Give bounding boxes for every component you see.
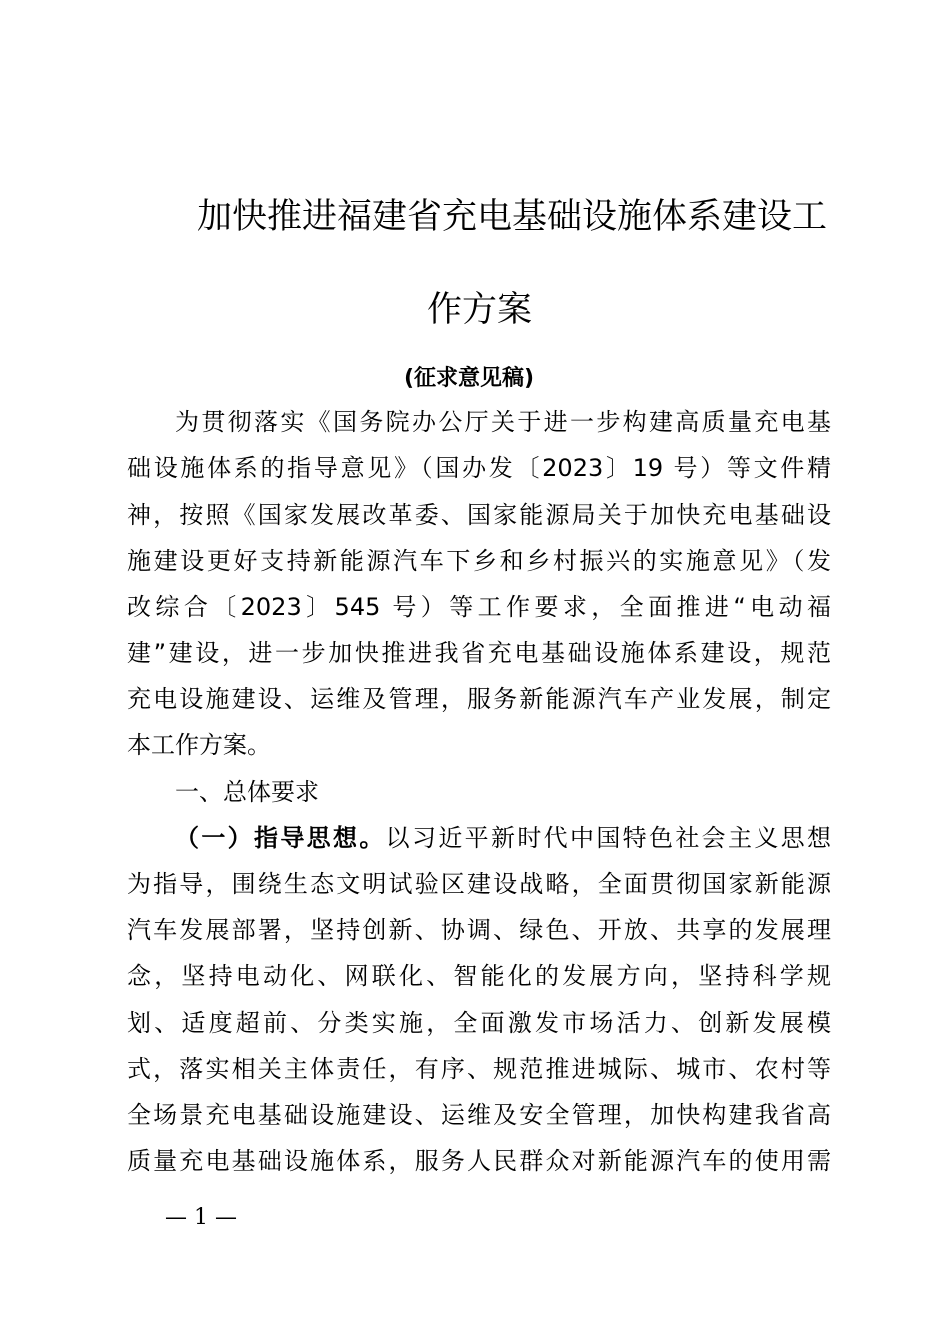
- guiding-first-line-text: 以习近平新时代中国特色社会主义思想: [385, 824, 831, 852]
- paragraph-line: 为贯彻落实《国务院办公厅关于进一步构建高质量充电基: [175, 408, 831, 436]
- paragraph-line: 改综合〔2023〕545 号）等工作要求，全面推进“电动福: [127, 593, 831, 621]
- paragraph-line: 划、适度超前、分类实施，全面激发市场活力、创新发展模: [127, 1009, 831, 1037]
- paragraph-line: 充电设施建设、运维及管理，服务新能源汽车产业发展，制定: [127, 685, 831, 713]
- section-heading: 一、总体要求: [175, 778, 319, 806]
- paragraph-line: 神，按照《国家发展改革委、国家能源局关于加快充电基础设: [127, 501, 831, 529]
- paragraph-line: 本工作方案。: [127, 731, 271, 759]
- document-title-line-1: 加快推进福建省充电基础设施体系建设工: [197, 197, 828, 237]
- paragraph-line: 质量充电基础设施体系，服务人民群众对新能源汽车的使用需: [127, 1147, 831, 1175]
- paragraph-line: 汽车发展部署，坚持创新、协调、绿色、开放、共享的发展理: [127, 916, 831, 944]
- document-subtitle: (征求意见稿): [404, 366, 535, 391]
- document-title-line-2: 作方案: [427, 290, 533, 330]
- page-number: — 1 —: [165, 1205, 237, 1230]
- paragraph-line: 念，坚持电动化、网联化、智能化的发展方向，坚持科学规: [127, 962, 831, 990]
- paragraph-line: 为指导，围绕生态文明试验区建设战略，全面贯彻国家新能源: [127, 870, 831, 898]
- paragraph-line: 施建设更好支持新能源汽车下乡和乡村振兴的实施意见》（发: [127, 547, 831, 575]
- paragraph-line: [175, 823, 831, 853]
- guiding-label: （一）指导思想。: [175, 824, 386, 852]
- paragraph-line: 建”建设，进一步加快推进我省充电基础设施体系建设，规范: [127, 639, 831, 667]
- paragraph-line: 全场景充电基础设施建设、运维及安全管理，加快构建我省高: [127, 1101, 831, 1129]
- paragraph-line: 式，落实相关主体责任，有序、规范推进城际、城市、农村等: [127, 1055, 831, 1083]
- paragraph-line: 础设施体系的指导意见》（国办发〔2023〕19 号）等文件精: [127, 454, 831, 482]
